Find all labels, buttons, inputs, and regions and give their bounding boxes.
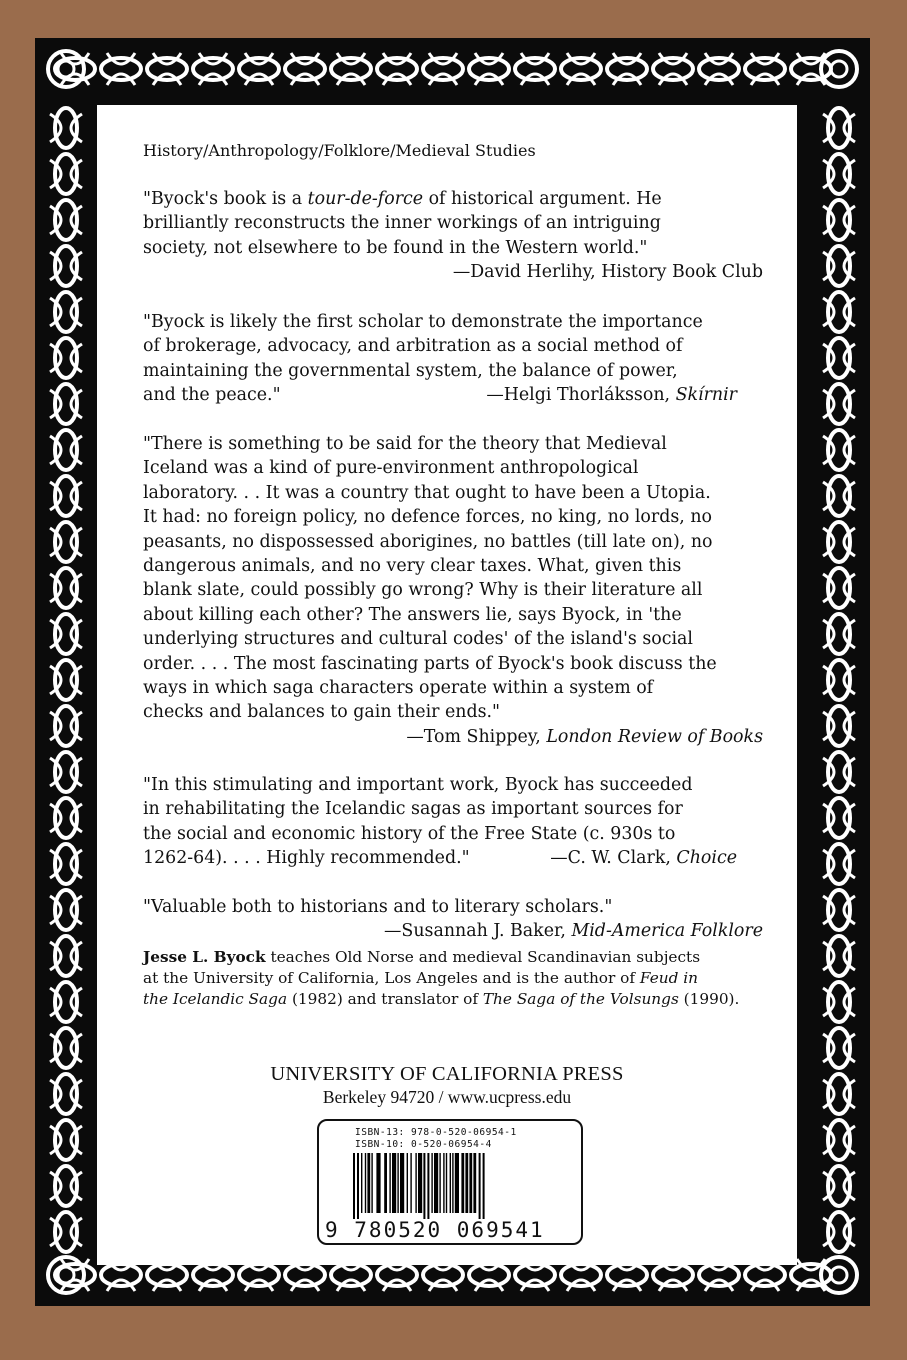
author-name: Jesse L. Byock — [143, 948, 266, 966]
quote-attribution: —Susannah J. Baker, Mid-America Folklore — [384, 921, 763, 942]
barcode-bars — [353, 1153, 553, 1219]
review-quote-baker: "Valuable both to historians and to literary scholars." —Susannah J. Baker, Mid-America Folklore — [143, 895, 763, 944]
publisher-name: UNIVERSITY OF CALIFORNIA PRESS — [270, 1063, 624, 1085]
review-quote-herlihy: "Byock's book is a tour-de-force of historical argument. He brilliantly reconstructs the inner workings of an intriguing society, not elsewhere to be found in the Western world." —David Herlihy, History Book Club — [143, 187, 763, 285]
quote-attribution: —Tom Shippey, London Review of Books — [406, 726, 763, 747]
barcode-digits: 9 780520 069541 — [325, 1218, 545, 1242]
quote-attribution: —Helgi Thorláksson, Skírnir — [486, 385, 737, 406]
review-quote-thorlaksson: "Byock is likely the first scholar to demonstrate the importance of brokerage, advocacy, and arbitration as a social method of maintaining the governmental system, the balance of power, and the peace." —Helgi Thorláksson, Skírnir — [143, 310, 763, 408]
isbn-barcode — [317, 1119, 583, 1245]
quote-attribution: —David Herlihy, History Book Club — [452, 262, 763, 283]
publisher-address: Berkeley 94720 / www.ucpress.edu — [322, 1087, 572, 1107]
review-quote-shippey: "There is something to be said for the theory that Medieval Iceland was a kind of pure-environment anthropological laboratory. . . It was a country that ought to have been a Utopia. It had: no foreign policy, no defence forces, no king, no lords, no peasants, no dispossessed aborigines, no battles (till late on), no dangerous animals, and no very clear taxes. What, given this blank slate, could possibly go wrong? Why is their literature all about killing each other? The answers lie, says Byock, in 'the underlying structures and cultural codes' of the island's social order. . . . The most fascinating parts of Byock's book discuss the ways in which saga characters operate within a system of checks and balances to gain their ends." —Tom Shippey, London Review of Books — [143, 432, 763, 749]
back-cover-text-panel — [97, 105, 797, 1265]
isbn-10: ISBN-10: 0-520-06954-4 — [355, 1139, 492, 1150]
isbn-13: ISBN-13: 978-0-520-06954-1 — [355, 1127, 517, 1138]
review-quote-clark: "In this stimulating and important work, Byock has succeeded in rehabilitating the Icelandic sagas as important sources for the social and economic history of the Free State (c. 930s to 1262-64). . . . Highly recommended." —C. W. Clark, Choice — [143, 773, 763, 871]
subject-categories: History/Anthropology/Folklore/Medieval Studies — [143, 141, 536, 160]
author-bio: Jesse L. Byock teaches Old Norse and medieval Scandinavian subjects at the University of California, Los Angeles and is the author of Feud in the Icelandic Saga (1982) and translator of The Saga of the Volsungs (1990). — [143, 948, 740, 1008]
quote-attribution: —C. W. Clark, Choice — [550, 848, 737, 869]
